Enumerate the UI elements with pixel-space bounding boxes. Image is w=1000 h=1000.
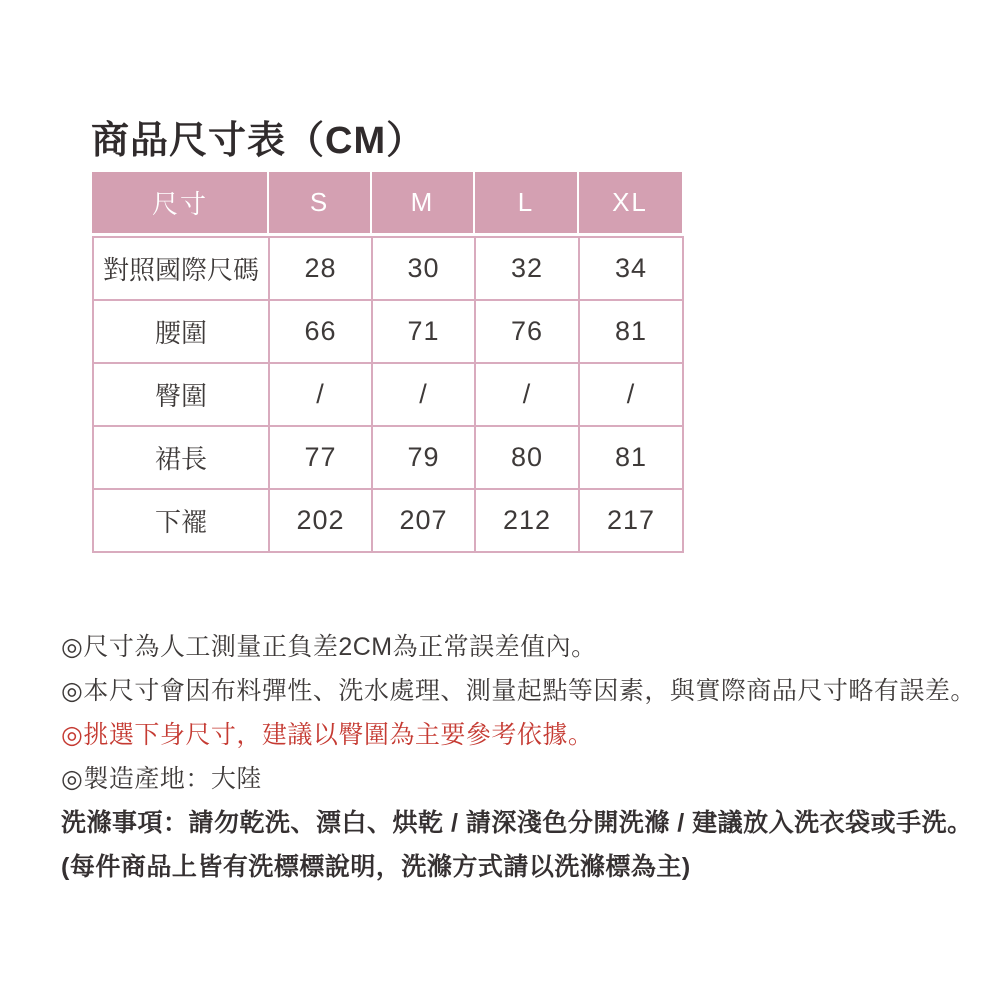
value-cell: 32 [475,237,579,300]
value-cell: 71 [372,300,475,363]
row-label: 臀圍 [93,363,269,426]
value-cell: 212 [475,489,579,552]
table-row-international-size [93,237,683,300]
value-cell: 80 [475,426,579,489]
value-cell: 28 [269,237,372,300]
header-cell-size: 尺寸 [151,189,208,219]
value-cell: 76 [475,300,579,363]
header-cell-s: S [309,187,330,217]
care-instructions [61,808,981,882]
table-row-hem [93,489,683,552]
header-separator [577,172,579,233]
note-fabric-variance: ◎本尺寸會因布料彈性、洗水處理、測量起點等因素，與實際商品尺寸略有誤差。 [61,677,976,705]
header-cell-xl: XL [612,187,648,217]
size-table [92,172,682,553]
header-cell-l: L [517,187,535,217]
note-origin: ◎製造產地：大陸 [61,765,262,793]
notes-section [61,632,981,896]
value-cell: 34 [579,237,683,300]
table-row-hip [93,363,683,426]
care-label-note-line: (每件商品上皆有洗標標說明，洗滌方式請以洗滌標為主) [61,853,691,881]
size-table-header-row [92,172,682,233]
row-label: 裙長 [93,426,269,489]
row-label: 下襬 [93,489,269,552]
value-cell: 202 [269,489,372,552]
value-cell: 207 [372,489,475,552]
note-measure-tolerance: ◎尺寸為人工測量正負差2CM為正常誤差值內。 [61,633,597,661]
page-title: 商品尺寸表（CM） [91,120,426,162]
value-cell: 81 [579,300,683,363]
value-cell: 77 [269,426,372,489]
value-cell: / [269,363,372,426]
header-separator [267,172,269,233]
value-cell: 81 [579,426,683,489]
value-cell: / [579,363,683,426]
header-separator [370,172,372,233]
value-cell: 217 [579,489,683,552]
value-cell: / [475,363,579,426]
value-cell: 30 [372,237,475,300]
row-label: 腰圍 [93,300,269,363]
size-table-body [92,236,684,553]
table-row-waist [93,300,683,363]
value-cell: 79 [372,426,475,489]
value-cell: / [372,363,475,426]
header-cell-m: M [410,187,435,217]
header-separator [473,172,475,233]
care-washing-line: 洗滌事項：請勿乾洗、漂白、烘乾 / 請深淺色分開洗滌 / 建議放入洗衣袋或手洗。 [61,809,973,837]
table-row-skirt-length [93,426,683,489]
row-label: 對照國際尺碼 [93,237,269,300]
note-hip-reference: ◎挑選下身尺寸，建議以臀圍為主要參考依據。 [61,721,594,749]
value-cell: 66 [269,300,372,363]
